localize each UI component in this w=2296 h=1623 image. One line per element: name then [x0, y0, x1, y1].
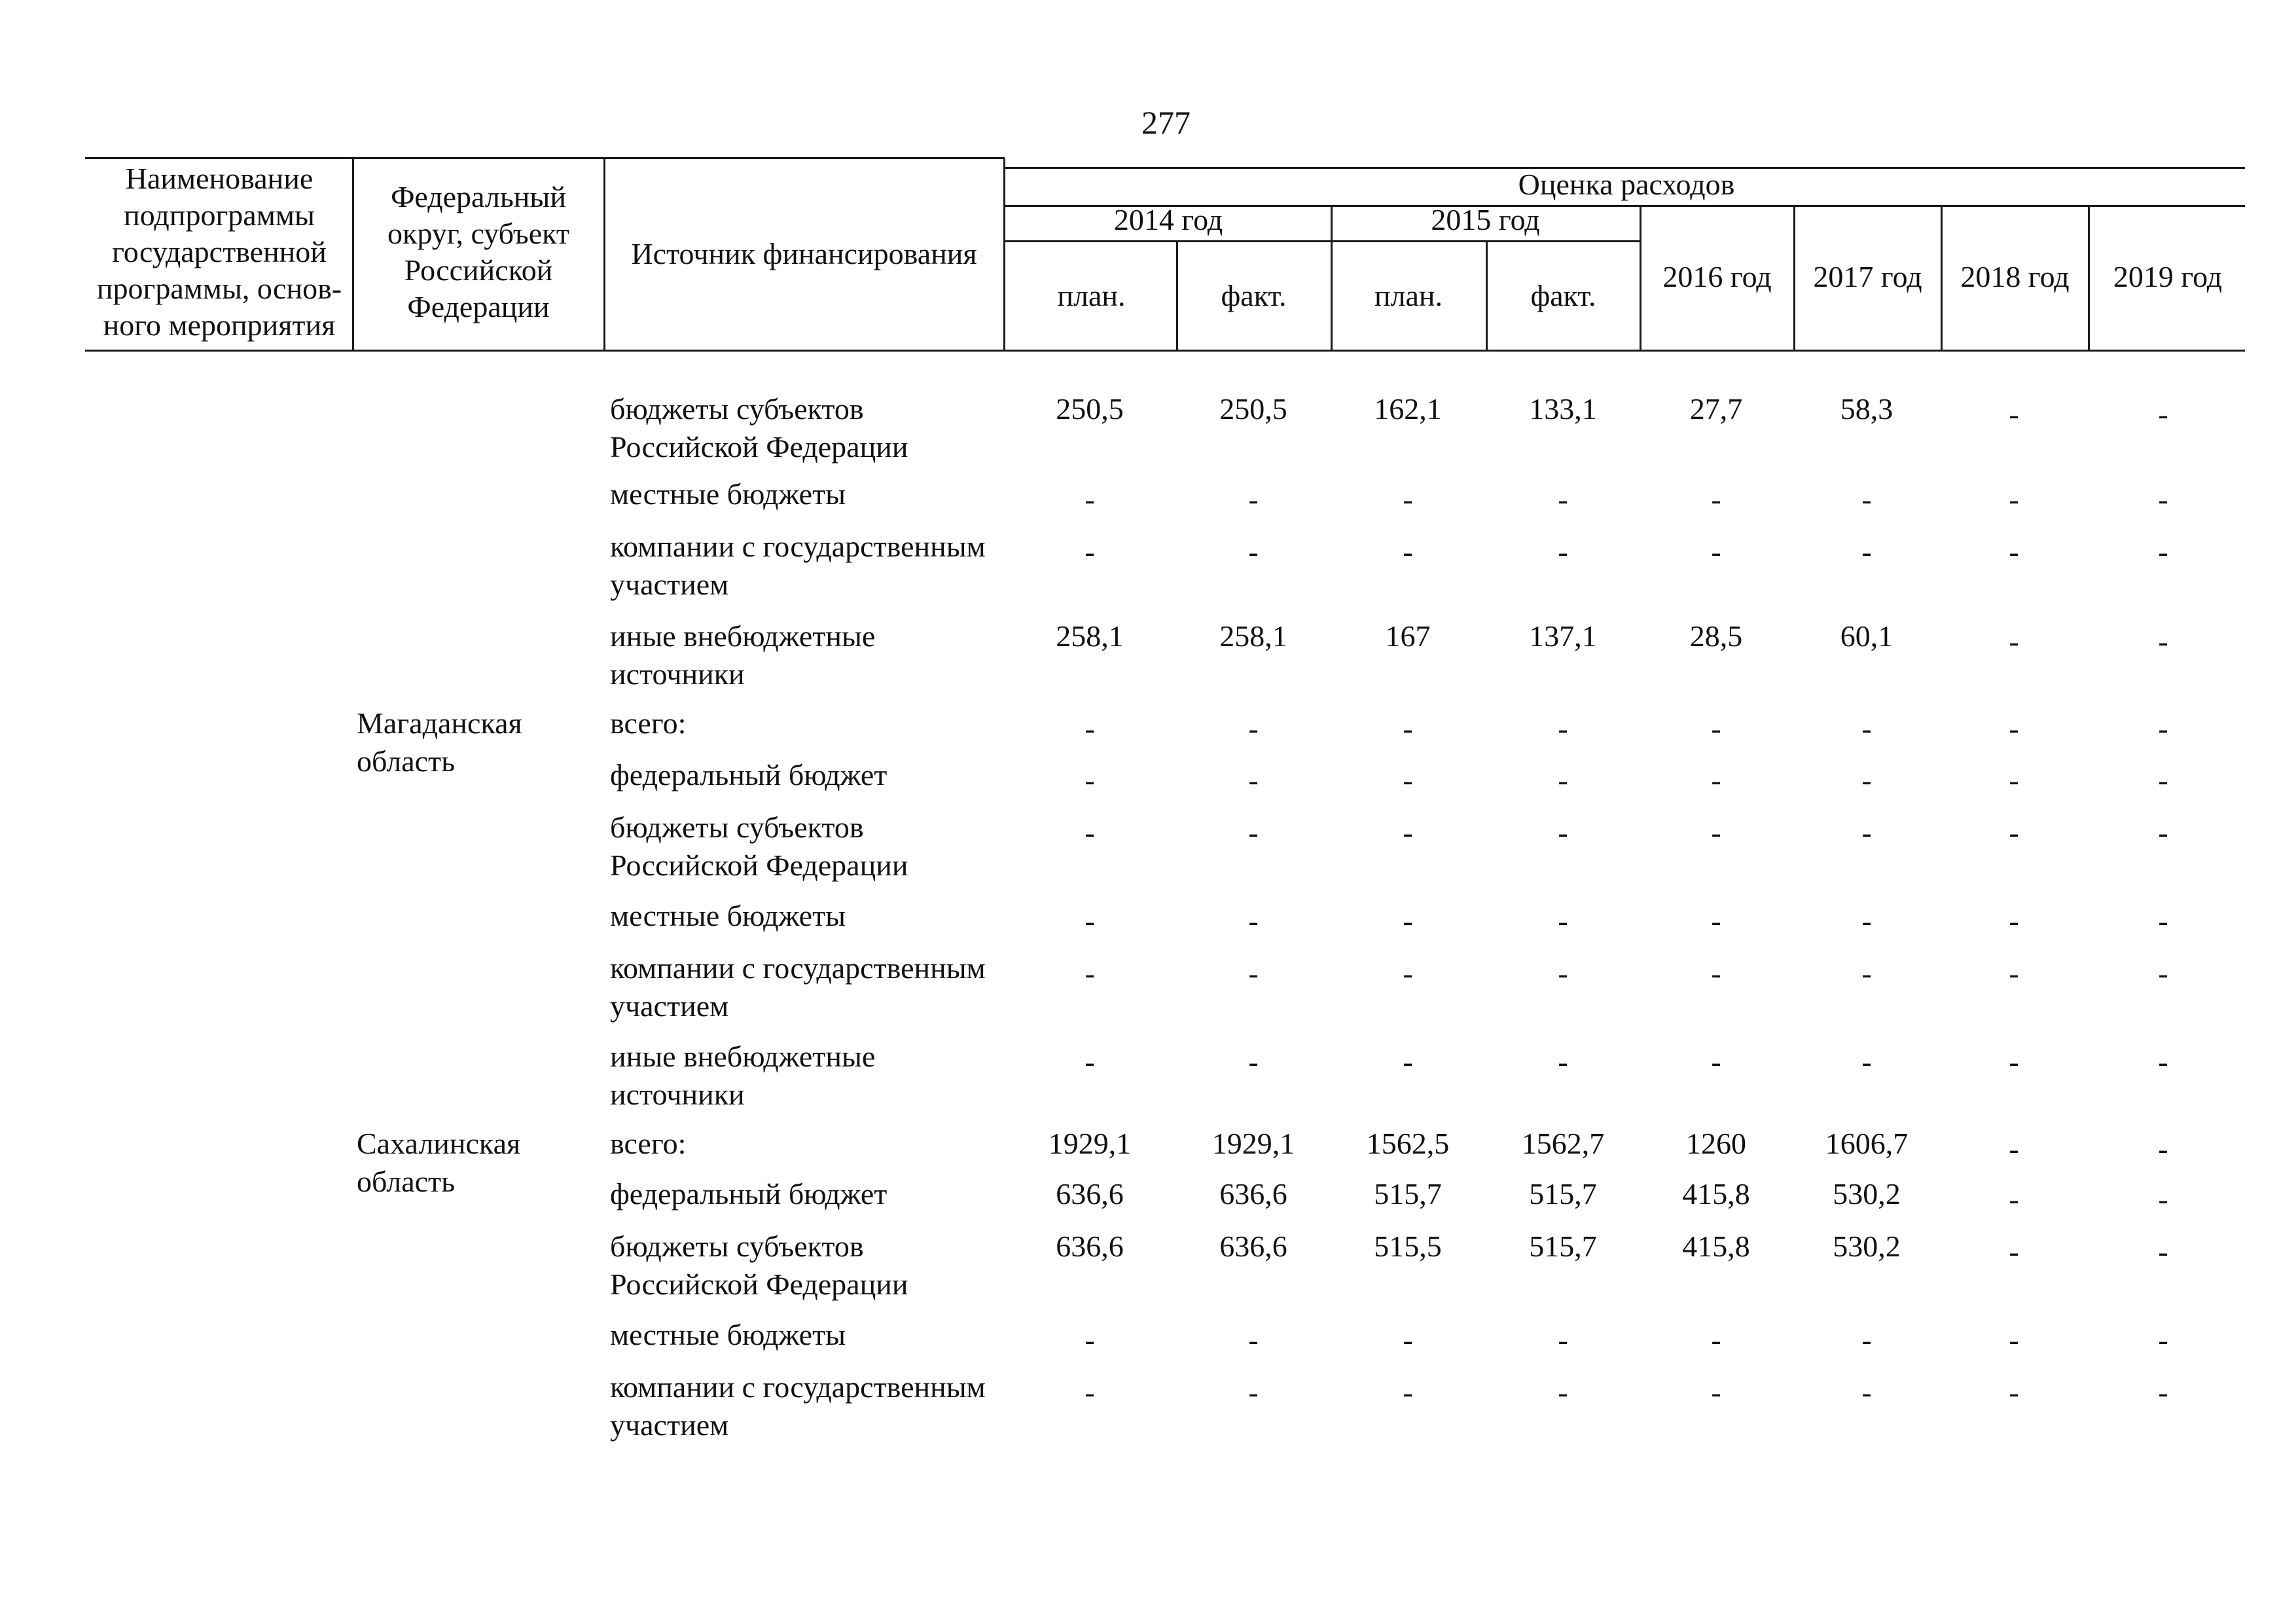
value-cell: -	[1403, 904, 1413, 938]
value-cell: -	[2158, 957, 2168, 990]
value-cell: -	[1558, 535, 1568, 568]
value-cell: 530,2	[1833, 1230, 1901, 1263]
value-cell: -	[1711, 535, 1721, 568]
value-cell: -	[1711, 1323, 1721, 1357]
value-cell: -	[1861, 1045, 1872, 1078]
col-divider-3	[1003, 158, 1005, 350]
header-2015-fact: факт.	[1530, 279, 1596, 312]
source-cell: компании с государственным участием	[610, 530, 986, 601]
col-divider-2	[603, 158, 605, 350]
source-cell: компании с государственным участием	[610, 951, 986, 1023]
value-cell: -	[1711, 1045, 1721, 1078]
source-cell: иные внебюджетные источники	[610, 619, 876, 691]
value-cell: -	[1711, 904, 1721, 938]
source-cell: всего:	[610, 1127, 687, 1160]
value-cell: -	[1861, 904, 1872, 938]
value-cell: -	[1248, 763, 1259, 797]
value-cell: -	[1558, 763, 1568, 797]
value-cell: 58,3	[1840, 392, 1893, 426]
value-cell: 515,5	[1374, 1230, 1442, 1263]
value-cell: -	[1558, 1323, 1568, 1357]
value-cell: 60,1	[1840, 619, 1893, 653]
value-cell: -	[1403, 1323, 1413, 1357]
value-cell: 250,5	[1056, 392, 1124, 426]
value-cell: -	[1711, 816, 1721, 849]
source-cell: компании с государственным участием	[610, 1370, 986, 1442]
page-number: 277	[1141, 104, 1191, 141]
header-year-2015: 2015 год	[1431, 203, 1540, 236]
header-year-2016: 2016 год	[1662, 260, 1772, 293]
value-cell: -	[1403, 535, 1413, 568]
col-divider-8	[1793, 205, 1795, 350]
value-cell: -	[2009, 1182, 2019, 1216]
value-cell: -	[1085, 904, 1095, 938]
value-cell: -	[1403, 763, 1413, 797]
value-cell: -	[2158, 535, 2168, 568]
value-cell: 415,8	[1682, 1230, 1750, 1263]
value-cell: -	[1085, 957, 1095, 990]
value-cell: -	[1085, 483, 1095, 516]
value-cell: -	[1558, 712, 1568, 745]
value-cell: -	[1861, 763, 1872, 797]
value-cell: -	[2158, 712, 2168, 745]
value-cell: -	[1861, 1376, 1872, 1409]
value-cell: 1929,1	[1048, 1127, 1132, 1160]
value-cell: -	[2158, 625, 2168, 658]
value-cell: -	[1403, 1045, 1413, 1078]
value-cell: -	[2009, 397, 2019, 431]
value-cell: -	[2158, 816, 2168, 849]
value-cell: -	[2009, 483, 2019, 516]
value-cell: -	[1248, 1323, 1259, 1357]
source-cell: всего:	[610, 706, 687, 740]
value-cell: -	[1403, 957, 1413, 990]
header-year-2017: 2017 год	[1813, 260, 1922, 293]
value-cell: -	[1248, 816, 1259, 849]
value-cell: -	[2009, 1376, 2019, 1409]
value-cell: -	[1403, 483, 1413, 516]
value-cell: -	[2158, 1323, 2168, 1357]
value-cell: 162,1	[1374, 392, 1442, 426]
value-cell: -	[2158, 1182, 2168, 1216]
col-divider-5	[1331, 205, 1333, 350]
value-cell: 1260	[1686, 1127, 1746, 1160]
value-cell: -	[1711, 483, 1721, 516]
value-cell: -	[2009, 712, 2019, 745]
source-cell: федеральный бюджет	[610, 758, 888, 792]
value-cell: -	[2009, 763, 2019, 797]
value-cell: -	[2158, 397, 2168, 431]
value-cell: -	[1861, 483, 1872, 516]
value-cell: -	[1085, 1045, 1095, 1078]
source-cell: иные внебюджетные источники	[610, 1040, 876, 1111]
value-cell: 137,1	[1529, 619, 1597, 653]
value-cell: -	[1558, 816, 1568, 849]
value-cell: -	[1861, 535, 1872, 568]
col-divider-1	[352, 158, 354, 350]
header-year-2014: 2014 год	[1113, 203, 1223, 236]
value-cell: 258,1	[1219, 619, 1287, 653]
source-cell: местные бюджеты	[610, 1318, 846, 1351]
value-cell: 258,1	[1056, 619, 1124, 653]
value-cell: -	[1711, 763, 1721, 797]
value-cell: -	[1085, 1376, 1095, 1409]
value-cell: 636,6	[1056, 1177, 1124, 1211]
value-cell: -	[1403, 816, 1413, 849]
value-cell: -	[1558, 904, 1568, 938]
header-expense-group: Оценка расходов	[1518, 168, 1735, 201]
value-cell: -	[2009, 904, 2019, 938]
value-cell: -	[1248, 712, 1259, 745]
value-cell: -	[2009, 625, 2019, 658]
value-cell: -	[1085, 1323, 1095, 1357]
value-cell: -	[1085, 535, 1095, 568]
value-cell: 27,7	[1689, 392, 1743, 426]
value-cell: -	[2009, 1235, 2019, 1268]
source-cell: бюджеты субъектов Российской Федерации	[610, 1230, 908, 1301]
header-region: Федеральный округ, субъект Российской Федерации	[387, 180, 569, 323]
value-cell: -	[1558, 957, 1568, 990]
value-cell: 515,7	[1529, 1230, 1597, 1263]
value-cell: -	[2009, 1045, 2019, 1078]
value-cell: 636,6	[1219, 1230, 1287, 1263]
value-cell: -	[1558, 1045, 1568, 1078]
col-divider-7	[1640, 205, 1641, 350]
value-cell: -	[2009, 1132, 2019, 1165]
value-cell: -	[1085, 816, 1095, 849]
value-cell: -	[1403, 1376, 1413, 1409]
value-cell: 167	[1385, 619, 1431, 653]
value-cell: 636,6	[1056, 1230, 1124, 1263]
header-name: Наименование подпрограммы государственной программы, основ-ного мероприятия	[96, 162, 342, 342]
value-cell: -	[1711, 712, 1721, 745]
value-cell: -	[1248, 483, 1259, 516]
value-cell: -	[1861, 957, 1872, 990]
value-cell: 530,2	[1833, 1177, 1901, 1211]
value-cell: 28,5	[1689, 619, 1743, 653]
value-cell: -	[2158, 904, 2168, 938]
col-divider-10	[2088, 205, 2090, 350]
value-cell: 415,8	[1682, 1177, 1750, 1211]
value-cell: -	[1085, 712, 1095, 745]
value-cell: -	[2009, 816, 2019, 849]
value-cell: -	[1558, 483, 1568, 516]
col-divider-6	[1486, 240, 1488, 350]
value-cell: 1562,5	[1366, 1127, 1450, 1160]
header-bottom-rule	[85, 350, 2245, 352]
value-cell: -	[1711, 957, 1721, 990]
value-cell: -	[2009, 535, 2019, 568]
value-cell: 636,6	[1219, 1177, 1287, 1211]
value-cell: -	[2009, 1323, 2019, 1357]
col-divider-4	[1176, 240, 1178, 350]
value-cell: -	[2009, 957, 2019, 990]
value-cell: -	[1248, 1376, 1259, 1409]
value-cell: -	[1248, 904, 1259, 938]
value-cell: 1606,7	[1825, 1127, 1909, 1160]
value-cell: -	[1085, 763, 1095, 797]
value-cell: -	[1861, 1323, 1872, 1357]
value-cell: -	[1861, 712, 1872, 745]
value-cell: 1562,7	[1521, 1127, 1605, 1160]
value-cell: 133,1	[1529, 392, 1597, 426]
header-top-rule-left	[85, 157, 1005, 159]
source-cell: местные бюджеты	[610, 477, 846, 511]
header-year-2018: 2018 год	[1960, 260, 2070, 293]
header-2015-plan: план.	[1374, 279, 1443, 312]
source-cell: местные бюджеты	[610, 899, 846, 932]
value-cell: -	[2158, 1376, 2168, 1409]
value-cell: 250,5	[1219, 392, 1287, 426]
value-cell: -	[1861, 816, 1872, 849]
source-cell: бюджеты субъектов Российской Федерации	[610, 811, 908, 882]
value-cell: -	[2158, 1235, 2168, 1268]
value-cell: -	[1248, 1045, 1259, 1078]
header-2014-plan: план.	[1057, 279, 1126, 312]
value-cell: -	[1403, 712, 1413, 745]
col-divider-9	[1941, 205, 1943, 350]
region-cell: Магаданская область	[357, 706, 522, 778]
value-cell: -	[2158, 483, 2168, 516]
header-2014-fact: факт.	[1221, 279, 1287, 312]
value-cell: -	[1248, 957, 1259, 990]
value-cell: -	[2158, 1045, 2168, 1078]
year-rule	[1005, 240, 1640, 242]
value-cell: -	[1248, 535, 1259, 568]
value-cell: -	[1558, 1376, 1568, 1409]
header-year-2019: 2019 год	[2113, 260, 2223, 293]
source-cell: федеральный бюджет	[610, 1177, 888, 1211]
value-cell: -	[2158, 1132, 2168, 1165]
header-source: Источник финансирования	[631, 237, 977, 270]
value-cell: 1929,1	[1211, 1127, 1295, 1160]
value-cell: -	[2158, 763, 2168, 797]
region-cell: Сахалинская область	[357, 1127, 521, 1198]
source-cell: бюджеты субъектов Российской Федерации	[610, 392, 908, 464]
value-cell: 515,7	[1529, 1177, 1597, 1211]
value-cell: 515,7	[1374, 1177, 1442, 1211]
value-cell: -	[1711, 1376, 1721, 1409]
